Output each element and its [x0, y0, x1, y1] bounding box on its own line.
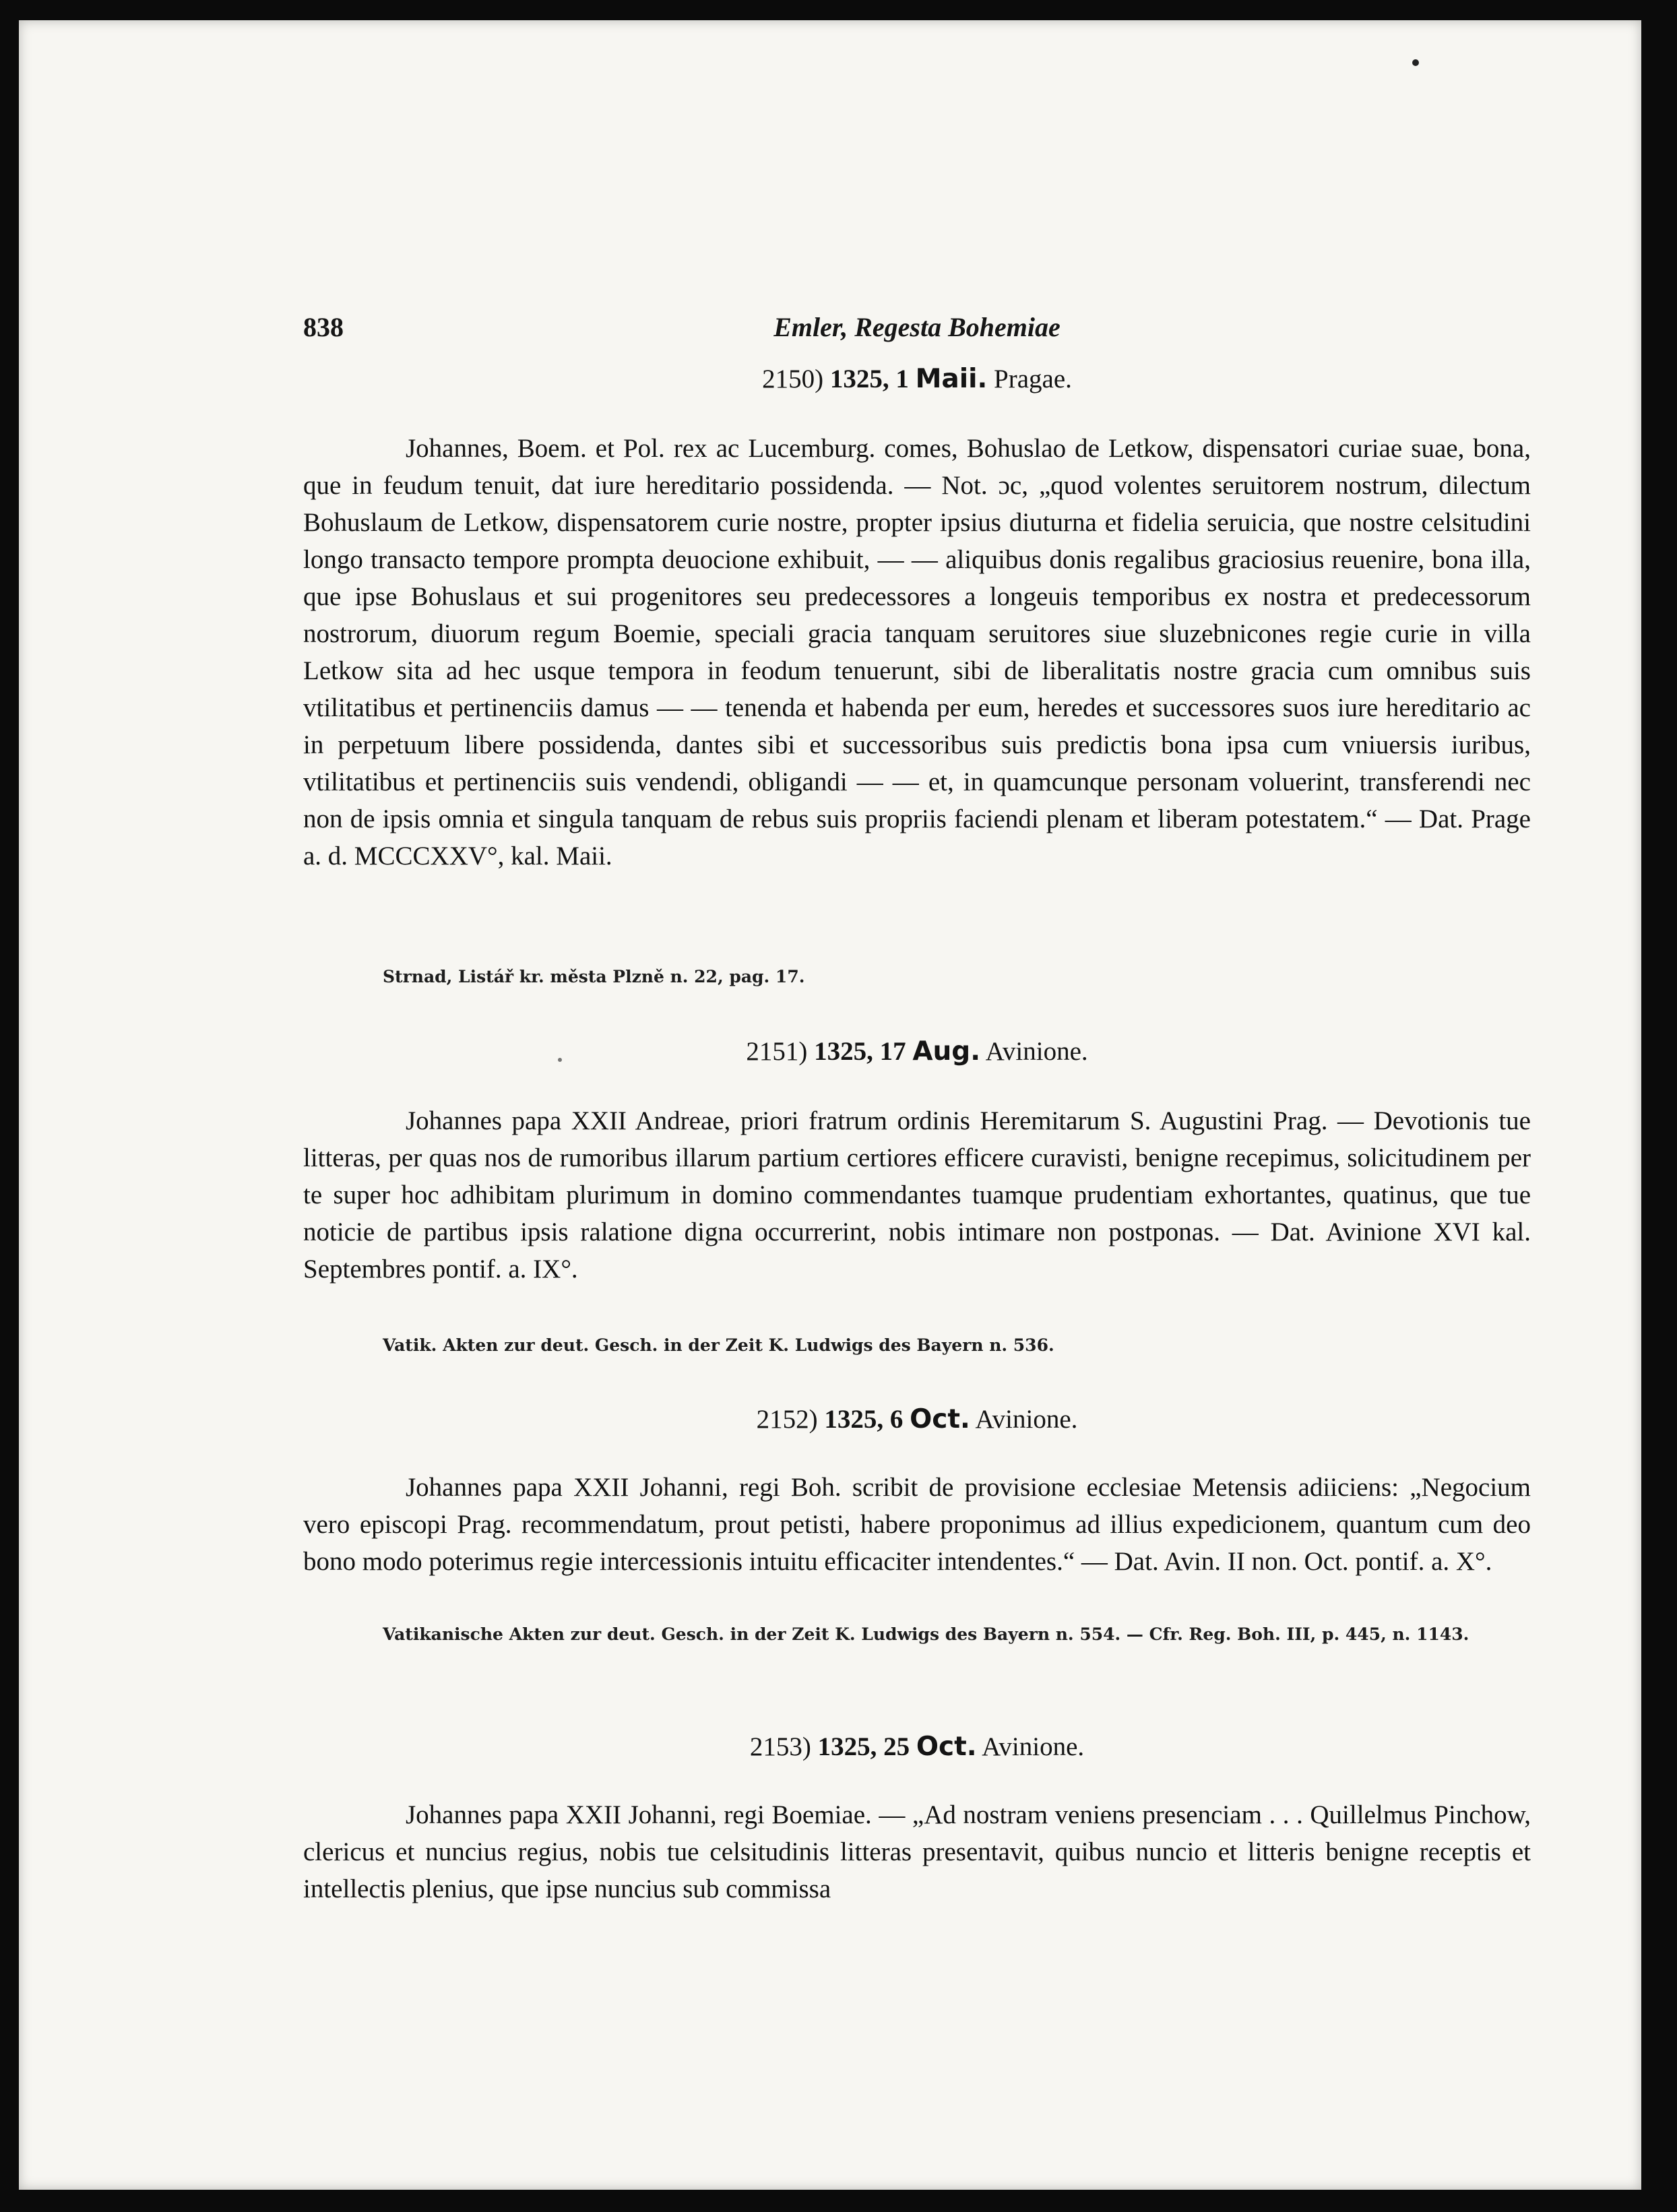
entry-heading-2153 — [303, 1732, 1531, 1762]
entry-number: 2153) — [749, 1732, 811, 1761]
document-page — [19, 20, 1641, 2190]
entry-place: Avinione. — [982, 1732, 1085, 1761]
entry-number: 2150) — [762, 365, 824, 393]
entry-text-2151: Johannes papa XXII Andreae, priori fratrum ordinis Heremitarum S. Augustini Prag. — Devotionis tue litteras, per quas nos de rumoribus illarum partium certiores efficere curavisti, benigne recepimus, solicitudinem per te super hoc adhibitam plurimum in domino commendantes tuamque prudentiam exhortantes, quatinus, que tue noticie de partibus ipsis ralatione digna occurrerint, nobis intimare non postponas. — Dat. Avinione XVI kal. Septembres pontif. a. IX°. — [303, 1106, 1531, 1284]
entry-month: Aug. — [912, 1036, 981, 1067]
entry-date: 1325, 25 — [817, 1732, 910, 1761]
entry-text-2153: Johannes papa XXII Johanni, regi Boemiae. — „Ad nostram veniens presenciam . . . Quillelmus Pinchow, clericus et nuncius regius, nobis tue celsitudinis litteras presentavit, quibus nuncio et litteris benigne receptis et intellectis plenius, que ipse nuncius sub commissa — [303, 1800, 1531, 1903]
entry-number: 2151) — [746, 1037, 808, 1066]
entry-heading-2152 — [303, 1404, 1531, 1434]
entry-month: Maii. — [915, 364, 988, 394]
entry-text-2152: Johannes papa XXII Johanni, regi Boh. scribit de provisione ecclesiae Metensis adiiciens: „Negocium vero episcopi Prag. recommendatum, prout petisti, habere proponimus ad illius expedicionem, quantum cum deo bono modo poterimus regie intercessionis intuitu efficaciter intendentes.“ — Dat. Avin. II non. Oct. pontif. a. X°. — [303, 1473, 1531, 1576]
entry-source-2152: Vatikanische Akten zur deut. Gesch. in der Zeit K. Ludwigs des Bayern n. 554. — Cfr. Reg. Boh. III, p. 445, n. 1143. — [383, 1624, 1469, 1644]
page-number: 838 — [303, 312, 344, 342]
entry-date: 1325, 17 — [814, 1037, 906, 1066]
entry-heading-2150 — [303, 364, 1531, 394]
entry-text-2150: Johannes, Boem. et Pol. rex ac Lucemburg. comes, Bohuslao de Letkow, dispensatori curiae suae, bona, que in feudum tenuit, dat iure hereditario possidenda. — Not. ɔc, „quod volentes seruitorem nostrum, dilectum Bohuslaum de Letkow, dispensatorem curie nostre, propter ipsius diuturna et fidelia seruicia, que nostre celsitudini longo transacto tempore prompta deuocione exhibuit, — — aliquibus donis regalibus graciosius reuenire, bona illa, que ipse Bohuslaus et sui progenitores seu predecessores a longeuis temporibus ex nostra et predecessorum nostrorum, diuorum regum Boemie, speciali gracia tanquam seruitores siue sluzebnicones regie curie in villa Letkow sita ad hec usque tempora in feodum tenuerunt, sibi de liberalitatis nostre gracia cum omnibus suis vtilitatibus et pertinenciis damus — — tenenda et habenda per eum, heredes et successores suos iure hereditario ac in perpetuum libere possidenda, dantes sibi et successoribus suis predictis bona ipsa cum vniuersis iuribus, vtilitatibus et pertinenciis suis vendendi, obligandi — — et, in quamcunque personam voluerint, transferendi nec non de ipsis omnia et singula tanquam de rebus suis propriis faciendi plenam et liberam potestatem.“ — Dat. Prage a. d. MCCCXXV°, kal. Maii. — [303, 434, 1531, 871]
scan-speck — [1412, 59, 1419, 66]
entry-place: Avinione. — [975, 1405, 1078, 1434]
entry-source-2151: Vatik. Akten zur deut. Gesch. in der Zeit K. Ludwigs des Bayern n. 536. — [383, 1335, 1054, 1355]
entry-date: 1325, 1 — [829, 365, 909, 393]
entry-source-2150: Strnad, Listář kr. města Plzně n. 22, pag. 17. — [383, 967, 805, 986]
entry-place: Pragae. — [994, 365, 1072, 393]
running-title: Emler, Regesta Bohemiae — [773, 312, 1061, 342]
entry-month: Oct. — [910, 1404, 970, 1434]
entry-place: Avinione. — [985, 1037, 1088, 1066]
scan-speck — [558, 1058, 562, 1062]
page-header — [303, 311, 1531, 352]
entry-date: 1325, 6 — [824, 1405, 904, 1434]
entry-heading-2151 — [303, 1036, 1531, 1067]
entry-number: 2152) — [756, 1405, 818, 1434]
entry-month: Oct. — [916, 1732, 977, 1762]
